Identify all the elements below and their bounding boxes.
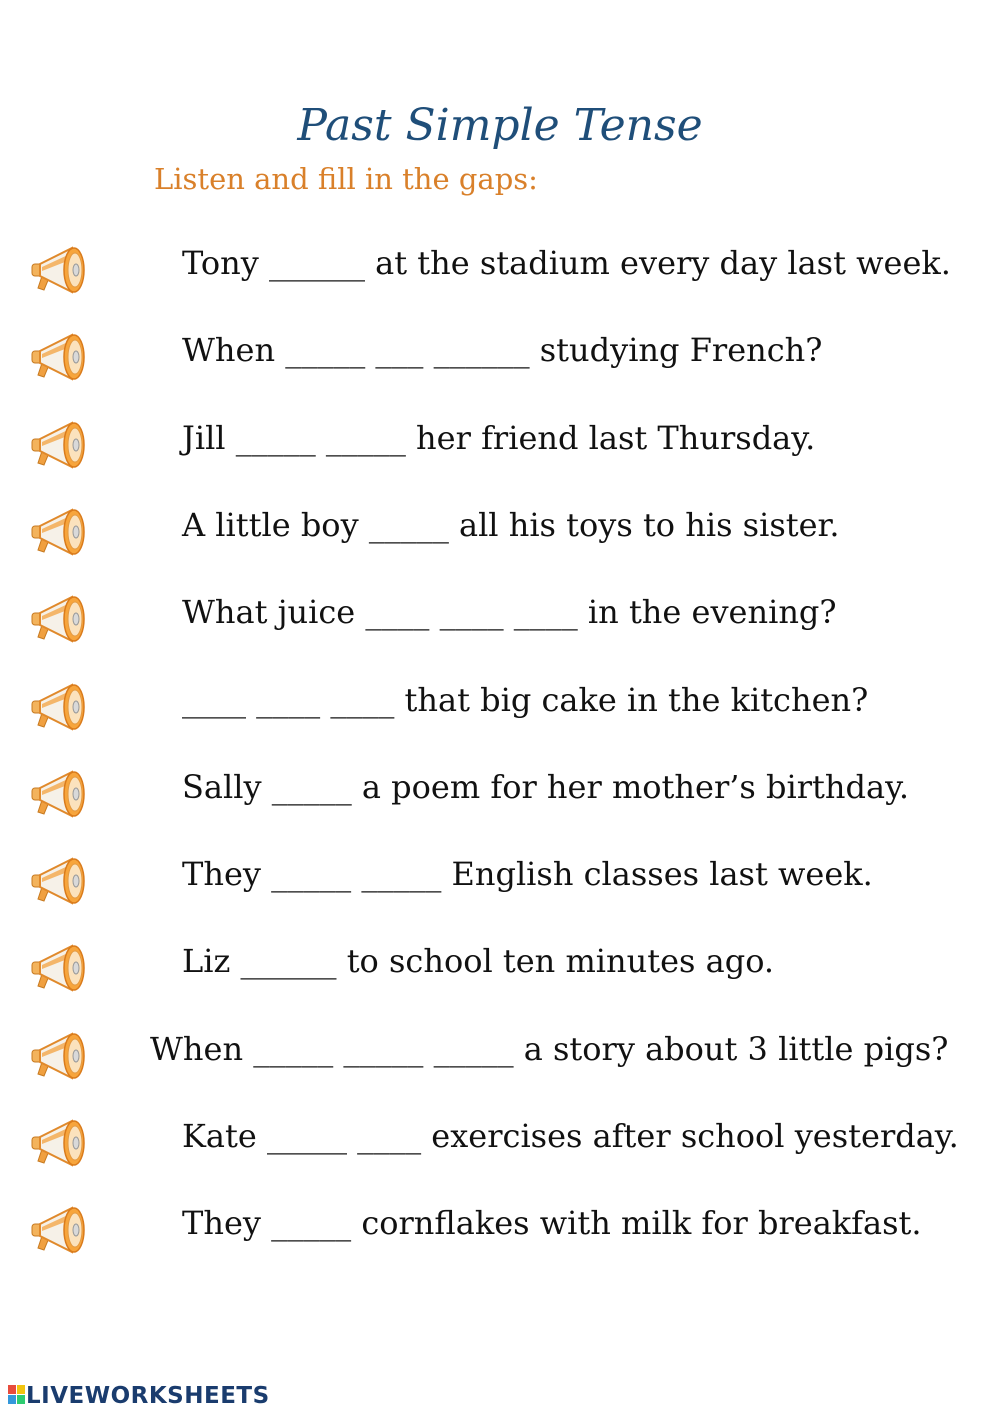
exercise-row — [0, 1192, 1000, 1252]
exercise-row — [0, 843, 1000, 903]
megaphone-icon[interactable] — [28, 1113, 92, 1169]
megaphone-icon[interactable] — [28, 938, 92, 994]
megaphone-icon[interactable] — [28, 1200, 92, 1256]
megaphone-icon[interactable] — [28, 415, 92, 471]
exercise-sentence: When _____ ___ ______ studying French? — [182, 331, 823, 369]
exercise-sentence: A little boy _____ all his toys to his sister. — [182, 506, 840, 544]
megaphone-icon[interactable] — [28, 589, 92, 645]
exercise-row — [0, 756, 1000, 816]
logo-mark-icon — [8, 1385, 26, 1405]
brand-name: LIVEWORKSHEETS — [26, 1383, 270, 1409]
exercise-sentence: They _____ cornflakes with milk for breakfast. — [182, 1204, 922, 1242]
exercise-sentence: When _____ _____ _____ a story about 3 little pigs? — [150, 1030, 949, 1068]
page-title: Past Simple Tense — [297, 100, 703, 151]
megaphone-icon[interactable] — [28, 240, 92, 296]
megaphone-icon[interactable] — [28, 764, 92, 820]
exercise-sentence: ____ ____ ____ that big cake in the kitchen? — [182, 681, 869, 719]
megaphone-icon[interactable] — [28, 677, 92, 733]
exercise-sentence: Kate _____ ____ exercises after school yesterday. — [182, 1117, 959, 1155]
megaphone-icon[interactable] — [28, 502, 92, 558]
exercise-row — [0, 1018, 1000, 1078]
megaphone-icon[interactable] — [28, 851, 92, 907]
exercise-row — [0, 930, 1000, 990]
exercise-row — [0, 494, 1000, 554]
exercise-row — [0, 669, 1000, 729]
exercise-sentence: Liz ______ to school ten minutes ago. — [182, 942, 775, 980]
exercise-sentence: Sally _____ a poem for her mother’s birthday. — [182, 768, 910, 806]
exercise-sentence: Tony ______ at the stadium every day last week. — [182, 244, 951, 282]
megaphone-icon[interactable] — [28, 1026, 92, 1082]
exercise-row — [0, 1105, 1000, 1165]
exercise-row — [0, 319, 1000, 379]
exercise-sentence: Jill _____ _____ her friend last Thursday. — [182, 419, 816, 457]
exercise-sentence: They _____ _____ English classes last week. — [182, 855, 873, 893]
exercise-row — [0, 581, 1000, 641]
exercise-sentence: What juice ____ ____ ____ in the evening? — [182, 593, 837, 631]
exercise-row — [0, 232, 1000, 292]
exercise-row — [0, 407, 1000, 467]
instruction-text: Listen and fill in the gaps: — [154, 162, 538, 196]
megaphone-icon[interactable] — [28, 327, 92, 383]
